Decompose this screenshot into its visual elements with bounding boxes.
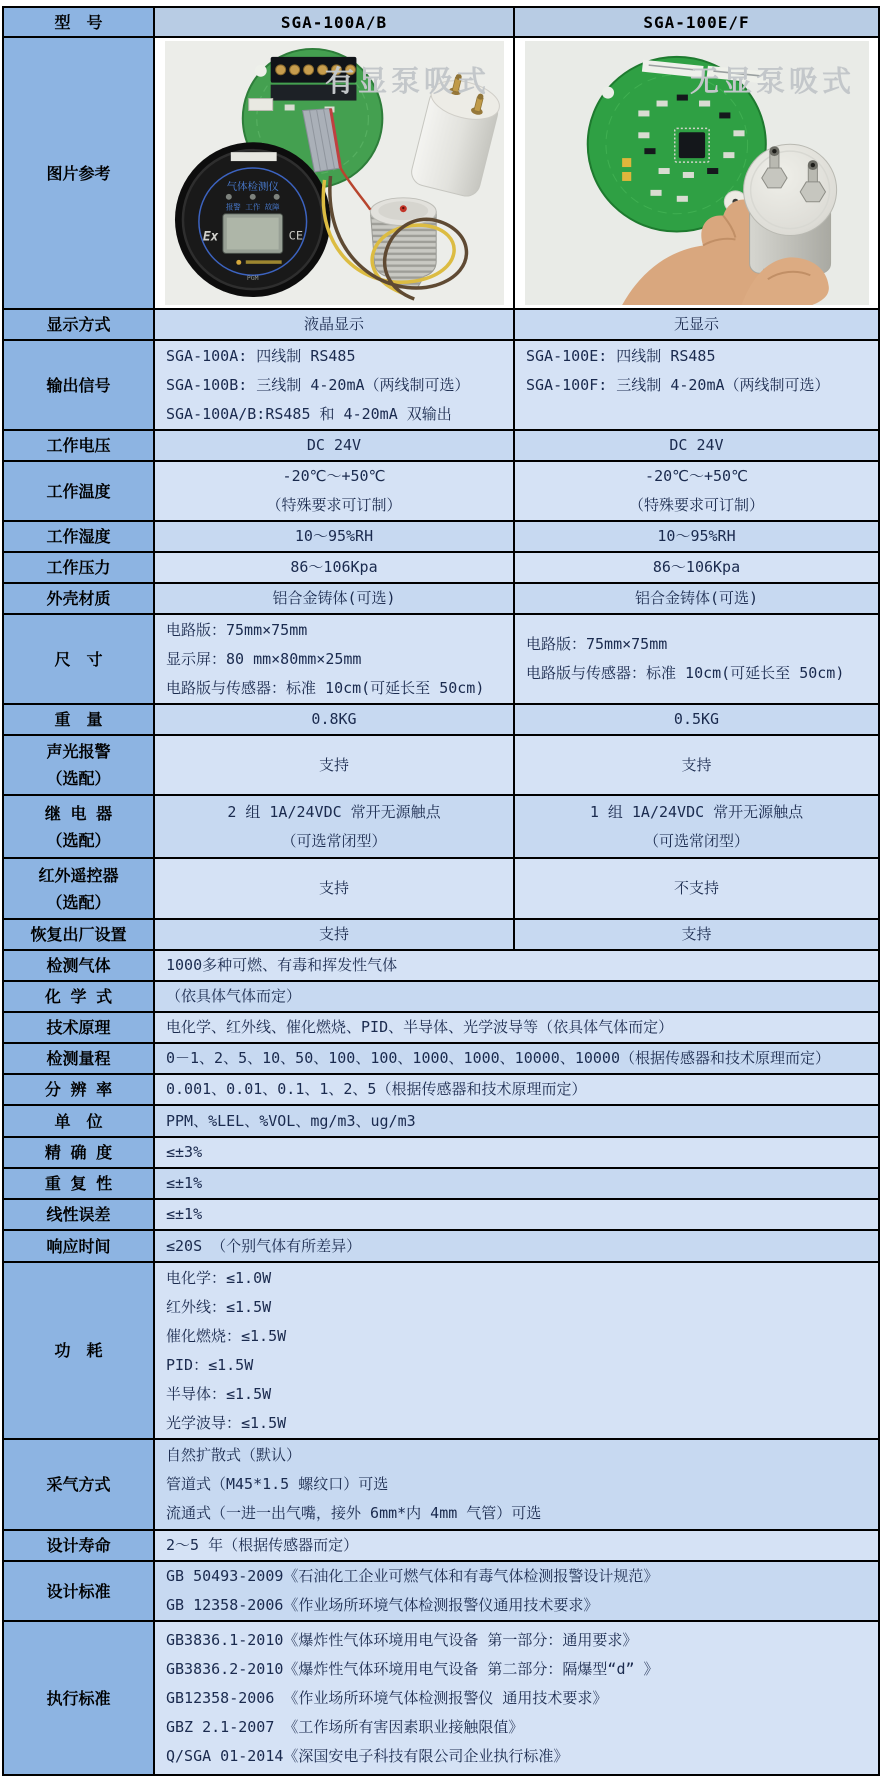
spec-cell: 86～106Kpa (514, 552, 879, 583)
table-row (3, 1074, 879, 1105)
watermark-left: 有显泵吸式 (324, 64, 490, 98)
spec-cell-span: 电化学、红外线、催化燃烧、PID、半导体、光学波导等（依具体气体而定） (154, 1012, 879, 1043)
row-label: 检测气体 (3, 950, 154, 981)
table-row (3, 1561, 879, 1621)
spec-cell: 铝合金铸体(可选) (514, 583, 879, 614)
spec-cell-span: PPM、%LEL、%VOL、mg/m3、ug/m3 (154, 1105, 879, 1137)
spec-cell: 1 组 1A/24VDC 常开无源触点 （可选常闭型） (514, 795, 879, 858)
table-row (3, 704, 879, 735)
spec-cell: -20℃～+50℃ （特殊要求可订制） (154, 461, 514, 521)
table-row (3, 1439, 879, 1530)
table-row (3, 1262, 879, 1439)
row-label: 技术原理 (3, 1012, 154, 1043)
spec-table (2, 6, 880, 1776)
spec-cell-span: ≤±3% (154, 1137, 879, 1168)
spec-cell: 支持 (154, 919, 514, 950)
spec-cell-span: ≤±1% (154, 1199, 879, 1230)
spec-cell-span: GB3836.1-2010《爆炸性气体环境用电气设备 第一部分：通用要求》 GB3836.2-2010《爆炸性气体环境用电气设备 第二部分：隔爆型“d” 》 GB12358-2006 《作业场所环境气体检测报警仪 通用技术要求》 GBZ 2.1-2007 《工作场所有害因素职业接触限值》 Q/SGA 01-2014《深国安电子科技有限公司企业执行标准》 (154, 1621, 879, 1775)
watermark-right: 无显泵吸式 (689, 64, 855, 98)
spec-cell: DC 24V (514, 430, 879, 461)
row-label: 声光报警 （选配） (3, 735, 154, 795)
model-left-text: SGA-100A/B (280, 12, 388, 32)
table-row (3, 37, 879, 309)
spec-cell-span: 0.001、0.01、0.1、1、2、5（根据传感器和技术原理而定） (154, 1074, 879, 1105)
table-row (3, 1530, 879, 1561)
row-label: 响应时间 (3, 1230, 154, 1262)
row-label: 红外遥控器 （选配） (3, 858, 154, 919)
row-label: 工作压力 (3, 552, 154, 583)
row-label: 分 辨 率 (3, 1074, 154, 1105)
spec-cell-span: 自然扩散式（默认） 管道式（M45*1.5 螺纹口）可选 流通式（一进一出气嘴，接外 6mm*内 4mm 气管）可选 (154, 1439, 879, 1530)
spec-cell: 86～106Kpa (154, 552, 514, 583)
table-row (3, 1043, 879, 1074)
model-row-label (3, 7, 154, 37)
model-header-left (154, 7, 514, 37)
detector-led-labels: 报警 工作 故障 (225, 202, 280, 212)
spec-cell-span: 0－1、2、5、10、50、100、100、1000、1000、10000、10000（根据传感器和技术原理而定） (154, 1043, 879, 1074)
product-photo-left (165, 41, 504, 305)
gas-detector-photo (175, 142, 331, 297)
table-row (3, 430, 879, 461)
table-row (3, 7, 879, 37)
spec-cell: 10～95%RH (514, 521, 879, 552)
spec-cell: 10～95%RH (154, 521, 514, 552)
row-label: 继 电 器 （选配） (3, 795, 154, 858)
spec-cell: SGA-100E: 四线制 RS485 SGA-100F: 三线制 4-20mA（两线制可选） (514, 340, 879, 430)
spec-cell: SGA-100A: 四线制 RS485 SGA-100B: 三线制 4-20mA（两线制可选） SGA-100A/B:RS485 和 4-20mA 双输出 (154, 340, 514, 430)
spec-cell-span: 1000多种可燃、有毒和挥发性气体 (154, 950, 879, 981)
model-row-label-text: 型 号 (54, 12, 103, 32)
table-row (3, 795, 879, 858)
table-row (3, 858, 879, 919)
spec-cell: 支持 (154, 735, 514, 795)
table-row (3, 1230, 879, 1262)
table-row (3, 735, 879, 795)
row-label: 输出信号 (3, 340, 154, 430)
row-label: 检测量程 (3, 1043, 154, 1074)
row-label: 精 确 度 (3, 1137, 154, 1168)
spec-cell: 0.5KG (514, 704, 879, 735)
table-row (3, 461, 879, 521)
photo-row-label (3, 37, 154, 309)
row-label: 显示方式 (3, 309, 154, 340)
table-row (3, 950, 879, 981)
product-photo-cell-left (154, 37, 514, 309)
spec-cell: 2 组 1A/24VDC 常开无源触点 （可选常闭型） (154, 795, 514, 858)
product-photo-cell-right (514, 37, 879, 309)
row-label: 线性误差 (3, 1199, 154, 1230)
row-label: 设计寿命 (3, 1530, 154, 1561)
spec-cell: 电路版：75mm×75mm 显示屏：80 mm×80mm×25mm 电路版与传感器：标准 10cm(可延长至 50cm) (154, 614, 514, 704)
row-label: 外壳材质 (3, 583, 154, 614)
model-header-right (514, 7, 879, 37)
row-label: 恢复出厂设置 (3, 919, 154, 950)
row-label: 工作温度 (3, 461, 154, 521)
spec-cell: 支持 (514, 735, 879, 795)
row-label: 工作湿度 (3, 521, 154, 552)
spec-cell-span: GB 50493-2009《石油化工企业可燃气体和有毒气体检测报警设计规范》 GB 12358-2006《作业场所环境气体检测报警仪通用技术要求》 (154, 1561, 879, 1621)
spec-cell: 铝合金铸体(可选) (154, 583, 514, 614)
row-label: 采气方式 (3, 1439, 154, 1530)
spec-cell-span: 2～5 年（根据传感器而定） (154, 1530, 879, 1561)
row-label: 单 位 (3, 1105, 154, 1137)
table-row (3, 981, 879, 1012)
table-row (3, 1621, 879, 1775)
spec-cell-span: （依具体气体而定） (154, 981, 879, 1012)
row-label: 重 复 性 (3, 1168, 154, 1199)
spec-cell: 无显示 (514, 309, 879, 340)
table-row (3, 1105, 879, 1137)
table-row (3, 552, 879, 583)
table-row (3, 583, 879, 614)
product-photo-right (525, 41, 869, 305)
table-row (3, 1168, 879, 1199)
pgm-button-label: PGM (246, 274, 259, 283)
table-row (3, 309, 879, 340)
spec-cell-span: ≤±1% (154, 1168, 879, 1199)
table-row (3, 919, 879, 950)
spec-cell: 支持 (154, 858, 514, 919)
row-label: 工作电压 (3, 430, 154, 461)
table-row (3, 521, 879, 552)
spec-cell-span: 电化学：≤1.0W 红外线：≤1.5W 催化燃烧：≤1.5W PID：≤1.5W 半导体：≤1.5W 光学波导：≤1.5W (154, 1262, 879, 1439)
spec-cell: 不支持 (514, 858, 879, 919)
table-row (3, 614, 879, 704)
row-label: 尺 寸 (3, 614, 154, 704)
table-row (3, 340, 879, 430)
detector-title-text: 气体检测仪 (226, 180, 279, 193)
spec-cell: 电路版：75mm×75mm 电路版与传感器：标准 10cm(可延长至 50cm) (514, 614, 879, 704)
spec-cell: 液晶显示 (154, 309, 514, 340)
table-row (3, 1137, 879, 1168)
spec-cell-span: ≤20S （个别气体有所差异） (154, 1230, 879, 1262)
photo-row-label-text: 图片参考 (46, 163, 111, 183)
ex-mark: Ex (202, 229, 219, 245)
row-label: 功 耗 (3, 1262, 154, 1439)
row-label: 重 量 (3, 704, 154, 735)
spec-cell: 0.8KG (154, 704, 514, 735)
model-right-text: SGA-100E/F (643, 12, 750, 32)
table-row (3, 1199, 879, 1230)
spec-sheet (2, 6, 878, 1776)
row-label: 化 学 式 (3, 981, 154, 1012)
spec-cell: -20℃～+50℃ （特殊要求可订制） (514, 461, 879, 521)
table-row (3, 1012, 879, 1043)
spec-cell: DC 24V (154, 430, 514, 461)
spec-cell: 支持 (514, 919, 879, 950)
row-label: 执行标准 (3, 1621, 154, 1775)
row-label: 设计标准 (3, 1561, 154, 1621)
ce-mark: CE (288, 228, 304, 243)
